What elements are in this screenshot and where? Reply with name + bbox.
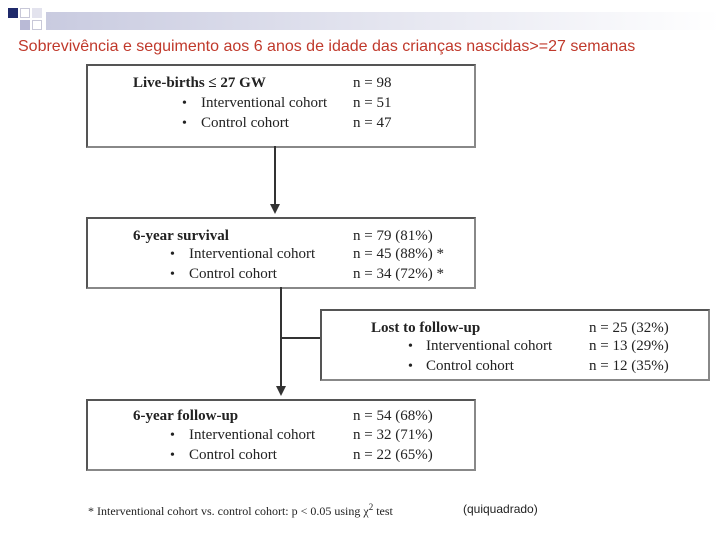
footnote [88,502,393,519]
cohort-label: Interventional cohort [426,338,553,354]
corner-square [32,8,42,18]
bullet-icon: • [170,428,175,443]
cohort-label: Control cohort [189,266,277,282]
bullet-icon: • [182,116,187,131]
cohort-count: n = 32 (71%) [353,427,433,443]
bullet-icon: • [170,448,175,463]
cohort-label: Control cohort [426,358,514,374]
box-heading-count: n = 98 [353,75,392,91]
bullet-icon: • [408,359,413,374]
cohort-count: n = 51 [353,95,392,111]
branch-connector-line [280,337,322,339]
box-heading-count: n = 79 (81%) [353,228,433,244]
footnote-translation: (quiquadrado) [463,502,538,516]
cohort-label: Interventional cohort [189,246,316,262]
box-live-births [86,64,476,148]
footnote-after: test [373,504,393,518]
box-heading: Live-births ≤ 27 GW [133,75,266,91]
box-lost-to-follow-up [320,309,710,381]
box-six-year-survival [86,217,476,289]
corner-square [32,20,42,30]
cohort-count: n = 12 (35%) [589,358,669,374]
cohort-count: n = 45 (88%) * [353,246,444,262]
arrow-down-icon [270,204,280,214]
box-heading: 6-year survival [133,228,229,244]
box-heading-count: n = 54 (68%) [353,408,433,424]
cohort-count: n = 22 (65%) [353,447,433,463]
cohort-label: Control cohort [189,447,277,463]
footnote-superscript: 2 [368,502,374,512]
arrow-down-icon [276,386,286,396]
cohort-count: n = 34 (72%) * [353,266,444,282]
box-heading: Lost to follow-up [371,320,481,336]
header-gradient-bar [46,12,720,30]
box-heading-count: n = 25 (32%) [589,320,669,336]
slide-title: Sobrevivência e seguimento aos 6 anos de idade das crianças nascidas>=27 semanas [18,38,636,55]
bullet-icon: • [170,247,175,262]
box-heading: 6-year follow-up [133,408,239,424]
cohort-count: n = 13 (29%) [589,338,669,354]
bullet-icon: • [170,267,175,282]
footnote-text: * Interventional cohort vs. control cohort: p < 0.05 using χ [88,504,369,518]
cohort-label: Interventional cohort [201,95,328,111]
cohort-count: n = 47 [353,115,392,131]
cohort-label: Interventional cohort [189,427,316,443]
bullet-icon: • [182,96,187,111]
bullet-icon: • [408,339,413,354]
cohort-label: Control cohort [201,115,289,131]
corner-square [20,8,30,18]
connector-line [274,146,276,204]
corner-square [8,8,18,18]
corner-square [20,20,30,30]
box-six-year-follow-up [86,399,476,471]
